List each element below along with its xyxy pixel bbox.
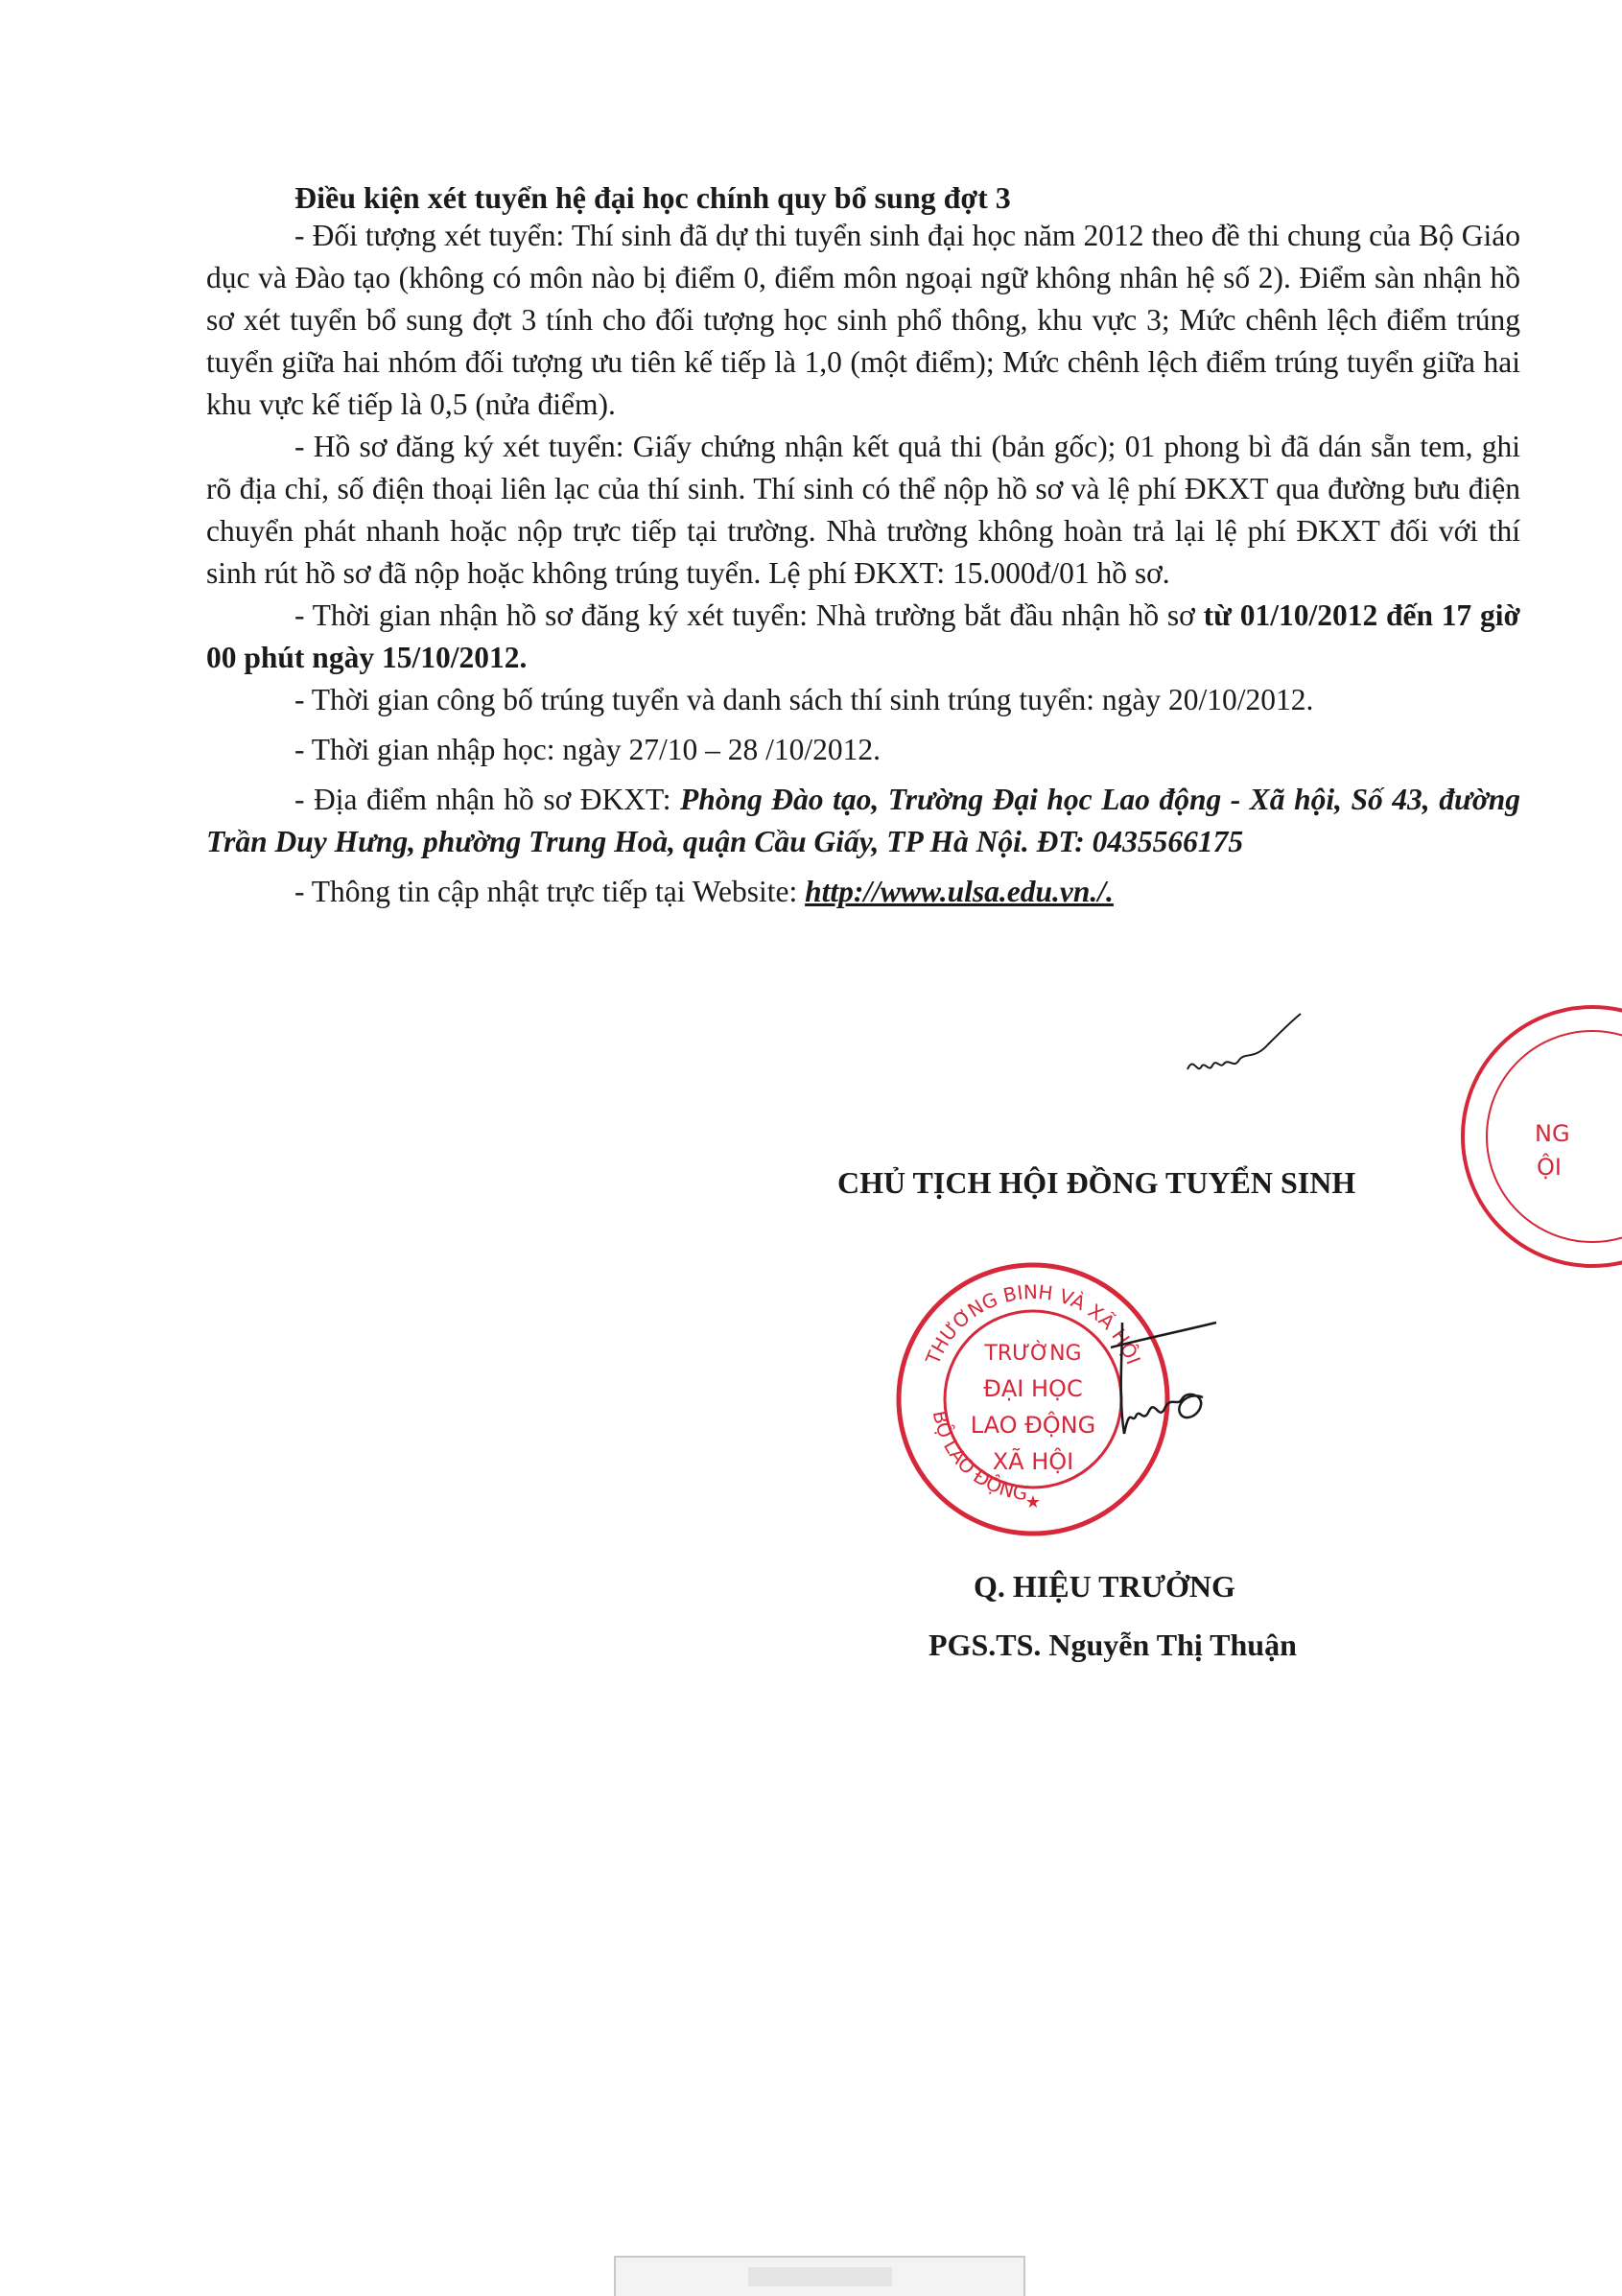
paragraph-thoi-gian-nhan (206, 595, 1520, 679)
document-body (206, 215, 1520, 913)
rector-signature (1103, 1319, 1257, 1463)
rector-title: Q. HIỆU TRƯỞNG (974, 1569, 1235, 1604)
svg-text:NG: NG (1535, 1120, 1570, 1147)
scan-edge-mark (748, 2267, 892, 2286)
svg-text:ỘI: ỘI (1537, 1154, 1562, 1181)
stamp-line-2: ĐẠI HỌC (983, 1375, 1083, 1402)
thoi-gian-nhan-dates: từ 01/10/2012 đến 17 giờ 00 phút ngày 15/10/2012. (206, 598, 1521, 674)
stamp-ring-bottom: BỘ LAO ĐỘNG (928, 1408, 1029, 1506)
dia-diem-address: Phòng Đào tạo, Trường Đại học Lao động - Xã hội, Số 43, đường Trần Duy Hưng, phường Trung Hoà, quận Cầu Giấy, TP Hà Nội. ĐT: 0435566175 (206, 783, 1520, 858)
initial-signature (1180, 1012, 1305, 1089)
chair-title: CHỦ TỊCH HỘI ĐỒNG TUYỂN SINH (837, 1165, 1356, 1200)
stamp-line-1: TRƯỜNG (984, 1342, 1082, 1366)
stamp-star-icon: ★ (1024, 1492, 1042, 1512)
scan-edge-artifact (614, 2256, 1025, 2296)
stamp-ring-top: THƯƠNG BINH VÀ XÃ HỘI (921, 1279, 1145, 1368)
partial-stamp (1448, 997, 1622, 1276)
thoi-gian-nhan-text: - Thời gian nhận hồ sơ đăng ký xét tuyển: Nhà trường bắt đầu nhận hồ sơ (294, 598, 1195, 632)
paragraph-dia-diem (206, 779, 1520, 863)
document-title: Điều kiện xét tuyển hệ đại học chính quy bổ sung đợt 3 (294, 180, 1011, 215)
dia-diem-label: - Địa điểm nhận hồ sơ ĐKXT: (294, 783, 671, 816)
website-label: - Thông tin cập nhật trực tiếp tại Website: (294, 875, 798, 908)
rector-name: PGS.TS. Nguyễn Thị Thuận (929, 1628, 1297, 1662)
stamp-line-3: LAO ĐỘNG (970, 1412, 1096, 1439)
paragraph-doi-tuong: - Đối tượng xét tuyển: Thí sinh đã dự thi tuyển sinh đại học năm 2012 theo đề thi chung của Bộ Giáo dục và Đào tạo (không có môn nào bị điểm 0, điểm môn ngoại ngữ không nhân hệ số 2). Điểm sàn nhận hồ sơ xét tuyển bổ sung đợt 3 tính cho đối tượng học sinh phổ thông, khu vực 3; Mức chênh lệch điểm trúng tuyển giữa hai nhóm đối tượng ưu tiên kế tiếp là 1,0 (một điểm); Mức chênh lệch điểm trúng tuyển giữa hai khu vực kế tiếp là 0,5 (nửa điểm). (206, 219, 1520, 421)
paragraph-cong-bo: - Thời gian công bố trúng tuyển và danh sách thí sinh trúng tuyển: ngày 20/10/2012. (294, 683, 1314, 716)
paragraph-website (206, 871, 1520, 913)
paragraph-nhap-hoc: - Thời gian nhập học: ngày 27/10 – 28 /10/2012. (294, 733, 882, 766)
paragraph-ho-so: - Hồ sơ đăng ký xét tuyển: Giấy chứng nhận kết quả thi (bản gốc); 01 phong bì đã dán sẵn tem, ghi rõ địa chỉ, số điện thoại liên lạc của thí sinh. Thí sinh có thể nộp hồ sơ và lệ phí ĐKXT qua đường bưu điện chuyển phát nhanh hoặc nộp trực tiếp tại trường. Nhà trường không hoàn trả lại lệ phí ĐKXT đối với thí sinh rút hồ sơ đã nộp hoặc không trúng tuyển. Lệ phí ĐKXT: 15.000đ/01 hồ sơ. (206, 430, 1520, 590)
stamp-line-4: XÃ HỘI (992, 1448, 1074, 1475)
website-link[interactable]: http://www.ulsa.edu.vn./. (805, 875, 1114, 908)
